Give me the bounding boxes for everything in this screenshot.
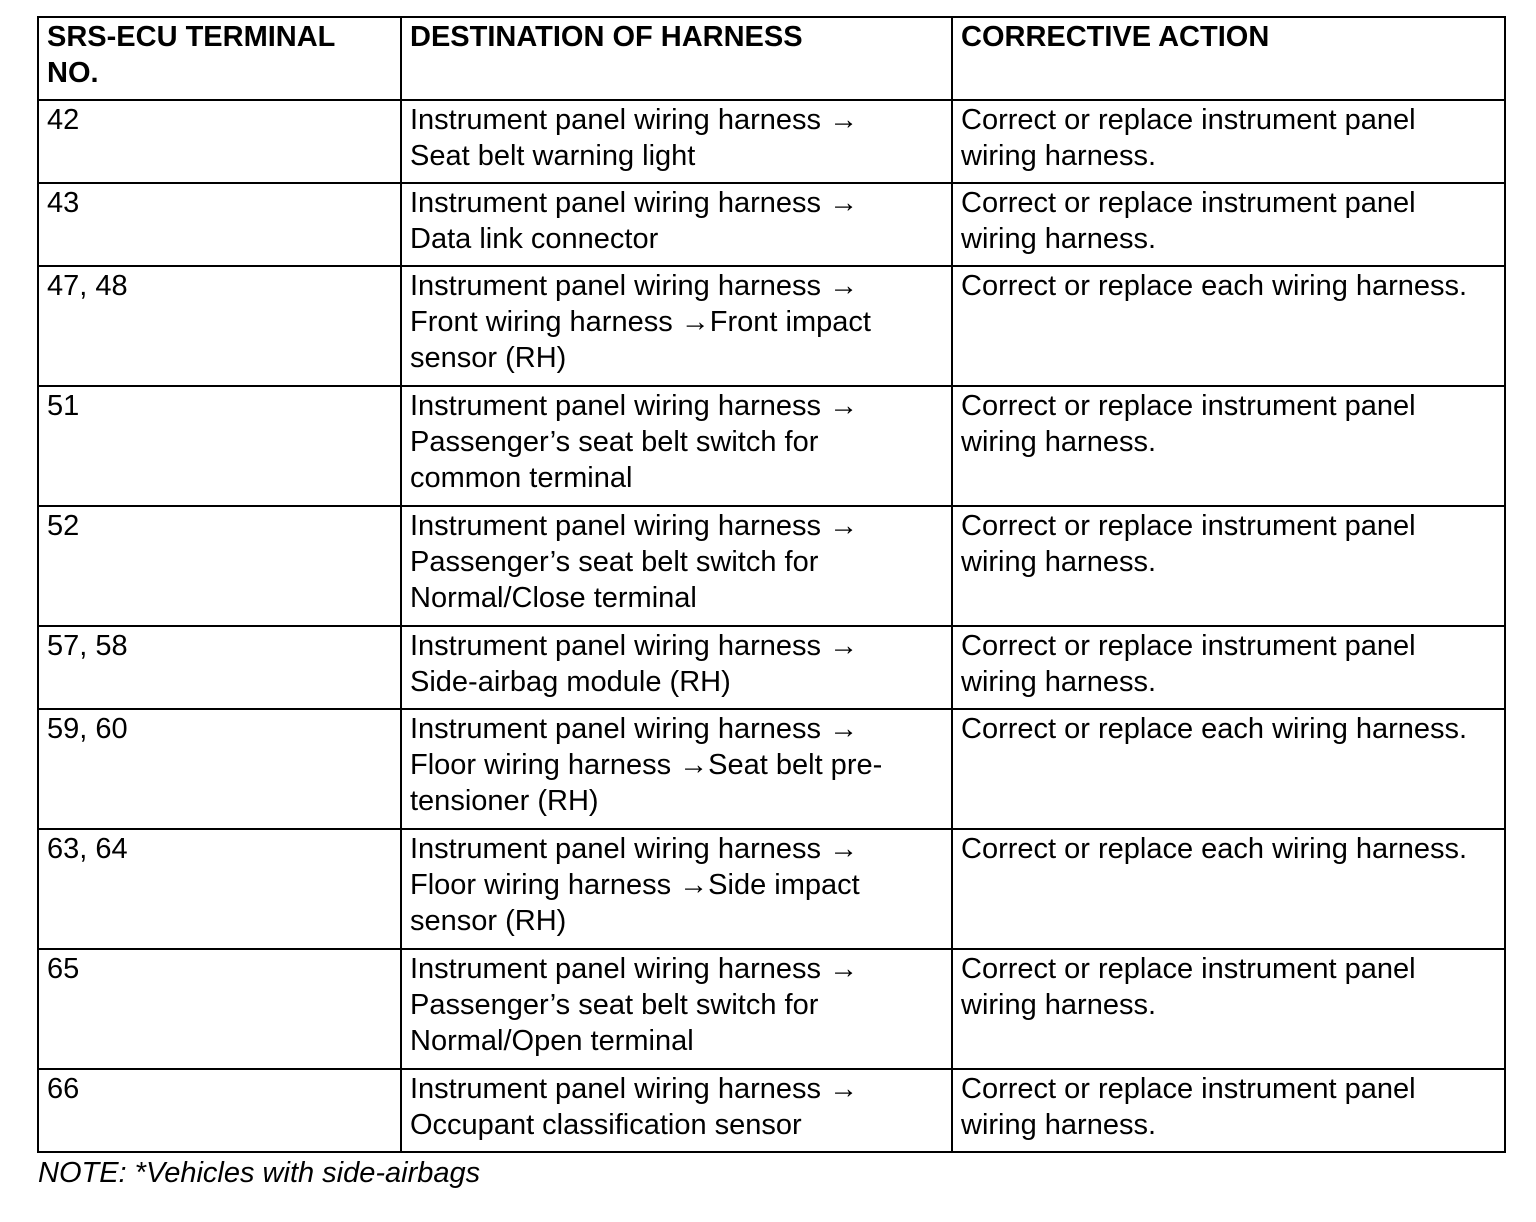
terminal-cell: 66 — [38, 1069, 401, 1152]
header-corrective-action: CORRECTIVE ACTION — [952, 17, 1505, 100]
destination-cell: Instrument panel wiring harness → Side-airbag module (RH) — [401, 626, 952, 709]
destination-cell: Instrument panel wiring harness → Occupant classification sensor — [401, 1069, 952, 1152]
destination-cell: Instrument panel wiring harness → Front wiring harness →Front impact sensor (RH) — [401, 266, 952, 386]
corrective-action-cell: Correct or replace each wiring harness. — [952, 829, 1505, 949]
terminal-cell: 59, 60 — [38, 709, 401, 829]
terminal-cell: 57, 58 — [38, 626, 401, 709]
terminal-cell: 43 — [38, 183, 401, 266]
terminal-cell: 63, 64 — [38, 829, 401, 949]
destination-cell: Instrument panel wiring harness → Passenger’s seat belt switch for Normal/Open terminal — [401, 949, 952, 1069]
corrective-action-cell: Correct or replace each wiring harness. — [952, 266, 1505, 386]
corrective-action-cell: Correct or replace each wiring harness. — [952, 709, 1505, 829]
table-row — [38, 1069, 1505, 1152]
table-row — [38, 626, 1505, 709]
header-destination: DESTINATION OF HARNESS — [401, 17, 952, 100]
footnote: NOTE: *Vehicles with side-airbags — [38, 1157, 481, 1189]
table-row — [38, 506, 1505, 626]
corrective-action-cell: Correct or replace instrument panel wiring harness. — [952, 626, 1505, 709]
table-row — [38, 829, 1505, 949]
table-row — [38, 100, 1505, 183]
destination-cell: Instrument panel wiring harness → Seat belt warning light — [401, 100, 952, 183]
terminal-cell: 52 — [38, 506, 401, 626]
corrective-action-cell: Correct or replace instrument panel wiring harness. — [952, 183, 1505, 266]
terminal-cell: 47, 48 — [38, 266, 401, 386]
destination-cell: Instrument panel wiring harness → Data link connector — [401, 183, 952, 266]
destination-cell: Instrument panel wiring harness → Floor wiring harness →Seat belt pre- tensioner (RH) — [401, 709, 952, 829]
terminal-table — [37, 16, 1506, 1153]
terminal-cell: 51 — [38, 386, 401, 506]
table-row — [38, 183, 1505, 266]
corrective-action-cell: Correct or replace instrument panel wiring harness. — [952, 949, 1505, 1069]
destination-cell: Instrument panel wiring harness → Floor wiring harness →Side impact sensor (RH) — [401, 829, 952, 949]
table-row — [38, 386, 1505, 506]
corrective-action-cell: Correct or replace instrument panel wiring harness. — [952, 1069, 1505, 1152]
corrective-action-cell: Correct or replace instrument panel wiring harness. — [952, 506, 1505, 626]
table-body — [38, 100, 1505, 1152]
corrective-action-cell: Correct or replace instrument panel wiring harness. — [952, 100, 1505, 183]
terminal-cell: 42 — [38, 100, 401, 183]
table-row — [38, 949, 1505, 1069]
table-header-row — [38, 17, 1505, 100]
table-row — [38, 709, 1505, 829]
header-terminal-no: SRS-ECU TERMINAL NO. — [38, 17, 401, 100]
corrective-action-cell: Correct or replace instrument panel wiring harness. — [952, 386, 1505, 506]
destination-cell: Instrument panel wiring harness → Passenger’s seat belt switch for Normal/Close terminal — [401, 506, 952, 626]
table-row — [38, 266, 1505, 386]
destination-cell: Instrument panel wiring harness → Passenger’s seat belt switch for common terminal — [401, 386, 952, 506]
terminal-cell: 65 — [38, 949, 401, 1069]
